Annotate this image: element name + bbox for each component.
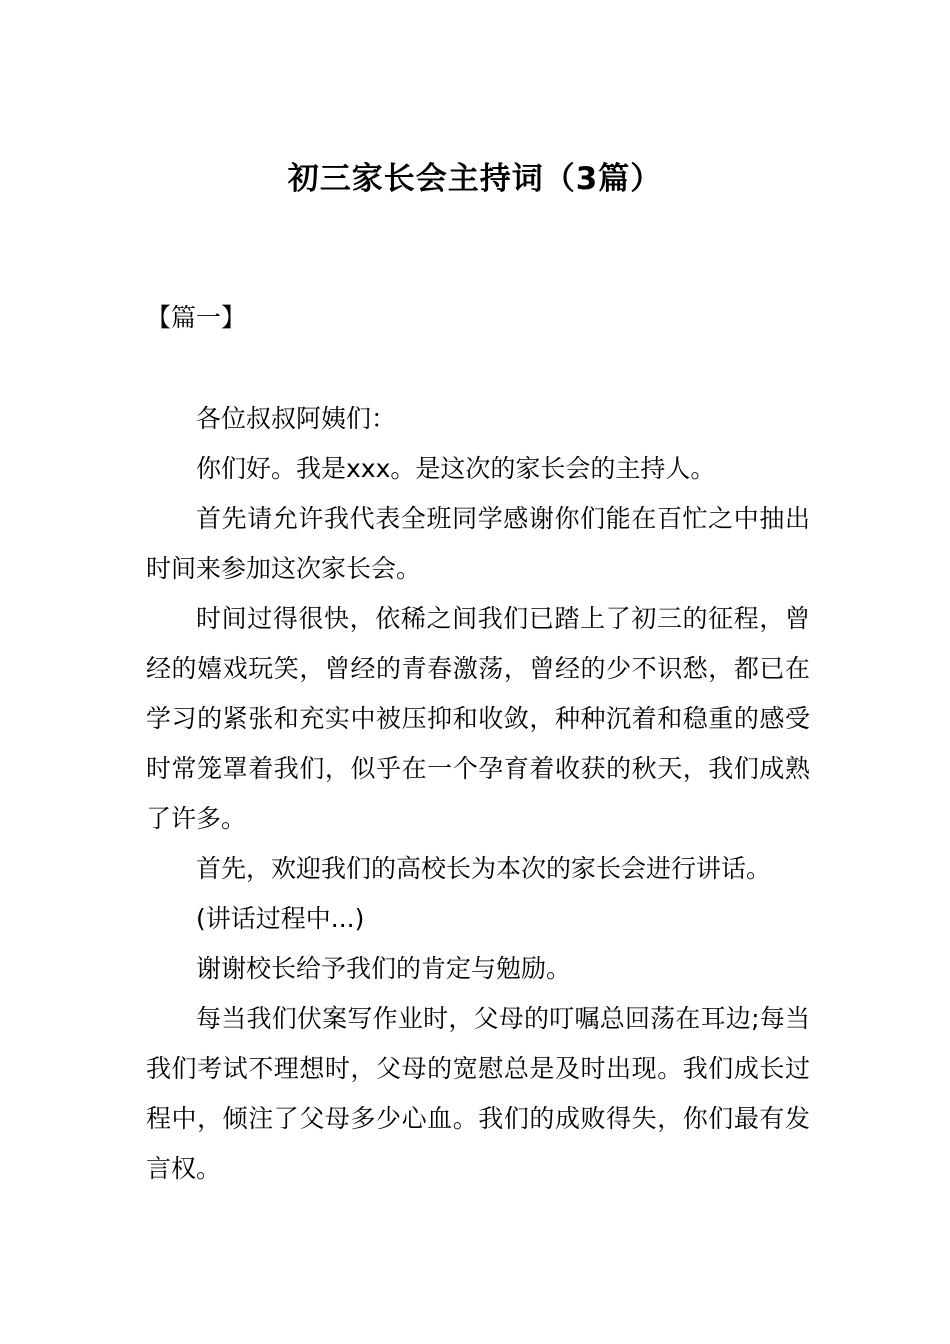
paragraph-speech-note: (讲话过程中...): [196, 904, 365, 933]
paragraph-reflection: 时间过得很快，依稀之间我们已踏上了初三的征程，曾经的嬉戏玩笑，曾经的青春激荡，曾经的少不识愁，都已在学习的紧张和充实中被压抑和收敛，种种沉着和稳重的感受时常笼罩着我们，似乎在一个孕育着收获的秋天，我们成熟了许多。: [146, 604, 810, 833]
paragraph-parents: 每当我们伏案写作业时，父母的叮嘱总回荡在耳边;每当我们考试不理想时，父母的宽慰总是及时出现。我们成长过程中，倾注了父母多少心血。我们的成败得失，你们最有发言权。: [146, 1004, 810, 1183]
body-text: [146, 394, 810, 1194]
paragraph-intro: 你们好。我是xxx。是这次的家长会的主持人。: [196, 454, 716, 483]
paragraph-welcome-principal: 首先，欢迎我们的高校长为本次的家长会进行讲话。: [196, 854, 772, 883]
paragraph-thanks: 首先请允许我代表全班同学感谢你们能在百忙之中抽出时间来参加这次家长会。: [146, 504, 810, 583]
document-title: 初三家长会主持词（3篇）: [287, 161, 663, 197]
paragraph-greeting: 各位叔叔阿姨们：: [196, 404, 397, 433]
paragraph-thank-principal: 谢谢校长给予我们的肯定与勉励。: [196, 954, 572, 983]
section-heading: 【篇一】: [146, 303, 247, 332]
